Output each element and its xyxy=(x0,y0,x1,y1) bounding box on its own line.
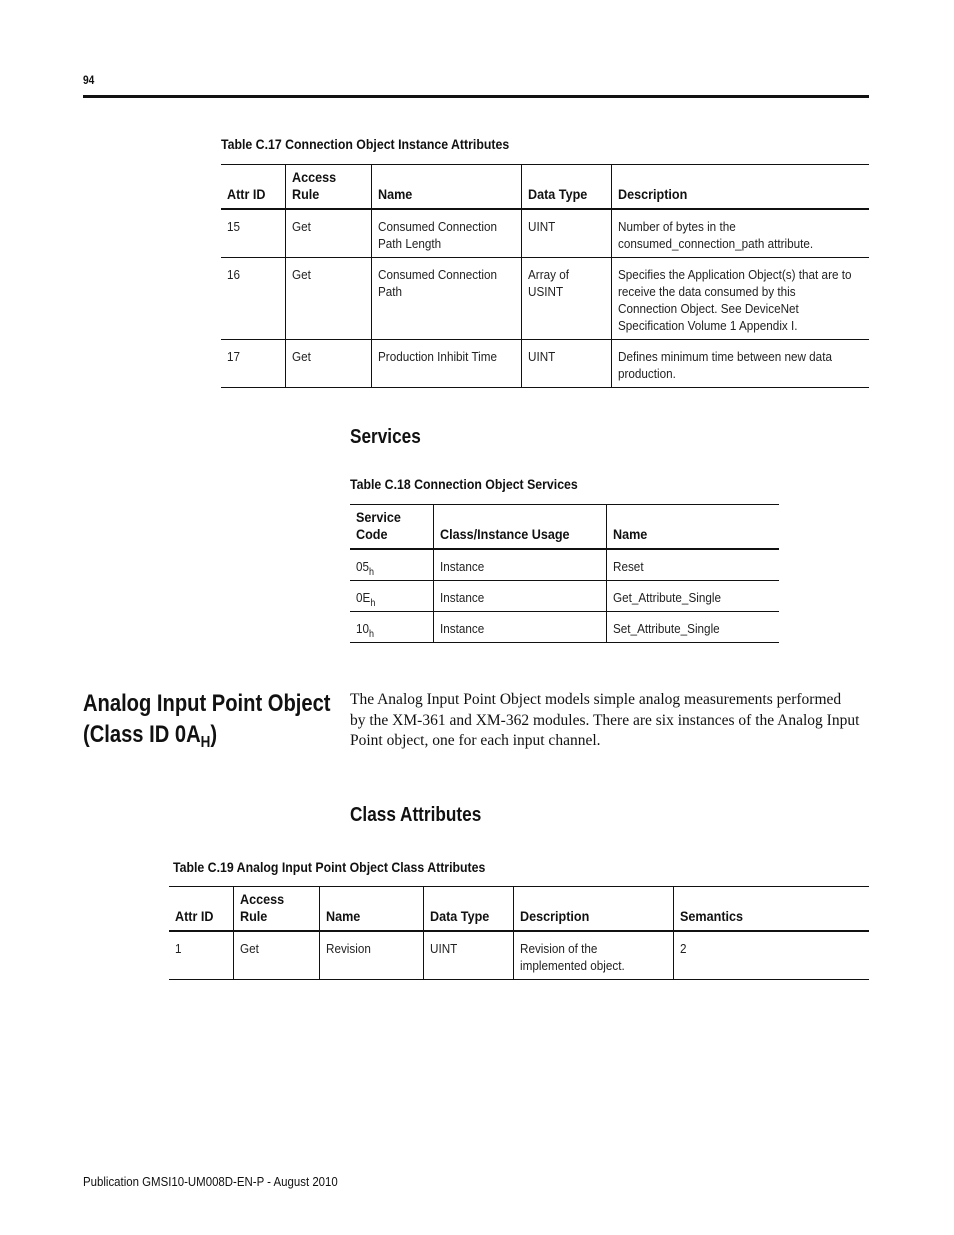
column-header: Description xyxy=(611,165,869,210)
column-header: Description xyxy=(513,887,673,932)
table-c18-caption: Table C.18 Connection Object Services xyxy=(350,476,578,492)
table-cell: Specifies the Application Object(s) that are to receive the data consumed by this Connection Object. See DeviceNet Specification Volume 1 Appendix I. xyxy=(611,258,869,340)
table-cell xyxy=(350,581,433,612)
table-row xyxy=(169,931,869,980)
table-c19 xyxy=(169,886,869,980)
table-c18 xyxy=(350,504,779,643)
table-cell: Get xyxy=(285,340,371,388)
hex-subscript: h xyxy=(370,598,376,609)
table-cell: Revision of the implemented object. xyxy=(513,931,673,980)
table-cell: Get_Attribute_Single xyxy=(606,581,779,612)
section-title xyxy=(83,688,331,750)
table-c19-header-row xyxy=(169,887,869,932)
column-header: Name xyxy=(371,165,521,210)
table-cell: Set_Attribute_Single xyxy=(606,612,779,643)
table-row xyxy=(221,340,869,388)
table-c18-header-row xyxy=(350,505,779,550)
table-cell: Instance xyxy=(433,549,606,581)
column-header: Semantics xyxy=(673,887,869,932)
table-cell: Get xyxy=(285,258,371,340)
table-c17-caption: Table C.17 Connection Object Instance Attributes xyxy=(221,136,510,152)
table-cell: UINT xyxy=(521,209,611,258)
service-code: 0E xyxy=(356,590,371,605)
table-cell: Number of bytes in the consumed_connection_path attribute. xyxy=(611,209,869,258)
column-header: Access Rule xyxy=(233,887,319,932)
table-cell: 2 xyxy=(673,931,869,980)
publication-footer: Publication GMSI10-UM008D-EN-P - August 2010 xyxy=(83,1174,338,1189)
table-row xyxy=(350,612,779,643)
table-cell: Production Inhibit Time xyxy=(371,340,521,388)
table-row xyxy=(350,581,779,612)
table-cell: Instance xyxy=(433,581,606,612)
hex-subscript: H xyxy=(200,734,211,751)
table-cell: Reset xyxy=(606,549,779,581)
table-cell: 16 xyxy=(221,258,285,340)
table-cell: Get xyxy=(233,931,319,980)
service-code: 05 xyxy=(356,559,370,574)
service-code: 10 xyxy=(356,621,370,636)
column-header: Name xyxy=(319,887,423,932)
table-c17 xyxy=(221,164,869,388)
table-cell: 15 xyxy=(221,209,285,258)
table-cell: Array of USINT xyxy=(521,258,611,340)
header-rule xyxy=(83,95,869,98)
table-cell: 17 xyxy=(221,340,285,388)
column-header: Attr ID xyxy=(221,165,285,210)
column-header: Data Type xyxy=(521,165,611,210)
table-c19-caption: Table C.19 Analog Input Point Object Class Attributes xyxy=(173,859,486,875)
column-header: Data Type xyxy=(423,887,513,932)
section-title-line2: (Class ID $0A_H$) xyxy=(83,721,218,751)
column-header: Name xyxy=(606,505,779,550)
class-attributes-heading: Class Attributes xyxy=(350,804,482,826)
table-cell: Defines minimum time between new data production. xyxy=(611,340,869,388)
section-body: The Analog Input Point Object models simple analog measurements performed by the XM-361 and XM-362 modules. There are six instances of the Analog Input Point object, one for each input channel. xyxy=(350,691,860,749)
table-cell xyxy=(350,549,433,581)
hex-subscript: h xyxy=(369,567,375,578)
section-title-line1: Analog Input Point Object xyxy=(83,690,331,717)
table-c17-header-row xyxy=(221,165,869,210)
table-cell: UINT xyxy=(423,931,513,980)
table-row xyxy=(350,549,779,581)
table-cell: 1 xyxy=(169,931,233,980)
page-number: 94 xyxy=(83,73,95,87)
table-cell: Instance xyxy=(433,612,606,643)
table-cell xyxy=(350,612,433,643)
services-heading: Services xyxy=(350,426,421,448)
table-cell: Consumed Connection Path xyxy=(371,258,521,340)
table-cell: UINT xyxy=(521,340,611,388)
table-cell: Get xyxy=(285,209,371,258)
column-header: Service Code xyxy=(350,505,433,550)
column-header: Access Rule xyxy=(285,165,371,210)
table-cell: Revision xyxy=(319,931,423,980)
column-header: Attr ID xyxy=(169,887,233,932)
table-cell: Consumed Connection Path Length xyxy=(371,209,521,258)
hex-subscript: h xyxy=(369,629,375,640)
table-row xyxy=(221,209,869,258)
table-row xyxy=(221,258,869,340)
column-header: Class/Instance Usage xyxy=(433,505,606,550)
